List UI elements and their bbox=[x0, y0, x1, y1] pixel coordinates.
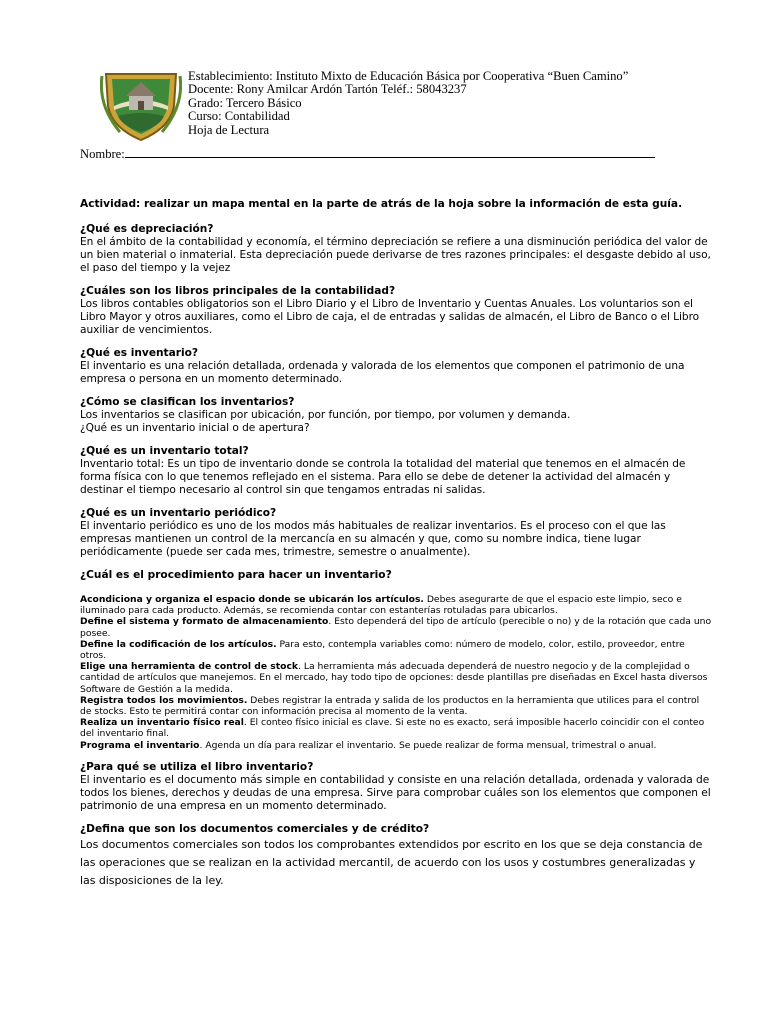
section-answer: El inventario es el documento más simple en contabilidad y consiste en una relación detallada, ordenada y valorada de todos los bienes, derechos y deudas de una empresa. Sirve para comprobar cuáles son los elementos que componen el patrimonio de una empresa en un momento determinado. bbox=[80, 773, 711, 812]
procedimiento-question: ¿Cuál es el procedimiento para hacer un inventario? bbox=[80, 569, 392, 581]
header-curso: Curso: Contabilidad bbox=[188, 109, 290, 124]
section-clasificacion bbox=[80, 396, 712, 435]
section-question: ¿Qué es inventario? bbox=[80, 347, 199, 359]
section-question: ¿Qué es depreciación? bbox=[80, 223, 214, 235]
procedimiento-step: Registra todos los movimientos. Debes registrar la entrada y salida de los productos en la herramienta que utilices para el control de stocks. Esto te permitirá contar con información precisa al momento de la venta. bbox=[80, 694, 700, 718]
nombre-label: Nombre: bbox=[80, 147, 125, 161]
section-question: ¿Qué es un inventario periódico? bbox=[80, 507, 277, 519]
section-depreciacion bbox=[80, 223, 712, 275]
nombre-blank-line bbox=[125, 147, 655, 158]
procedimiento-step: Elige una herramienta de control de stock. La herramienta más adecuada dependerá de nuestro negocio y de la complejidad o cantidad de artículos que manejemos. En el mercado, hay todo tipo de opciones: desde plantillas pre diseñadas en Excel hasta diversos Software de Gestión a la medida. bbox=[80, 661, 708, 695]
header-hoja: Hoja de Lectura bbox=[188, 122, 270, 137]
section-question: ¿Defina que son los documentos comerciales y de crédito? bbox=[80, 822, 430, 835]
procedimiento-step: Acondiciona y organiza el espacio donde se ubicarán los artículos. Debes asegurarte de que el espacio este limpio, seco e iluminado para cada producto. Además, se recomienda contar con estanterías rotuladas para ubicarlos. bbox=[80, 594, 682, 617]
section-answer: En el ámbito de la contabilidad y economía, el término depreciación se refiere a una disminución periódica del valor de un bien material o inmaterial. Esta depreciación puede derivarse de tres razones principales: el desgaste debido al uso, el paso del tiempo y la vejez bbox=[80, 236, 711, 274]
section-answer: Los documentos comerciales son todos los comprobantes extendidos por escrito en los que se deja constancia de las operaciones que se realizan en la actividad mercantil, de acuerdo con los usos y costumbres generalizadas y las disposiciones de la ley. bbox=[80, 837, 703, 887]
section-documentos-comerciales bbox=[80, 823, 712, 890]
procedimiento-step: Define el sistema y formato de almacenamiento. Esto dependerá del tipo de artículo (perecible o no) y de la rotación que cada uno posee. bbox=[80, 616, 712, 639]
section-question: ¿Cómo se clasifican los inventarios? bbox=[80, 396, 295, 408]
document-body bbox=[80, 198, 712, 900]
section-answer: Los inventarios se clasifican por ubicación, por función, por tiempo, por volumen y demanda. bbox=[80, 409, 571, 421]
procedimiento-step: Programa el inventario. Agenda un día para realizar el inventario. Se puede realizar de forma mensual, trimestral o anual. bbox=[80, 739, 657, 751]
section-question: ¿Qué es un inventario total? bbox=[80, 445, 249, 457]
section-answer: Los libros contables obligatorios son el Libro Diario y el Libro de Inventario y Cuentas Anuales. Los voluntarios son el Libro Mayor y otros auxiliares, como el Libro de caja, el de entradas y salidas de almacén, el Libro de Banco o el Libro auxiliar de vencimientos. bbox=[80, 298, 700, 336]
section-inventario-total bbox=[80, 445, 712, 497]
section-libros-principales bbox=[80, 285, 712, 337]
procedimiento-steps bbox=[80, 594, 712, 751]
section-question: ¿Para qué se utiliza el libro inventario? bbox=[80, 760, 314, 773]
section-inventario-periodico bbox=[80, 507, 712, 559]
section-inventario bbox=[80, 347, 712, 386]
section-question: ¿Cuáles son los libros principales de la contabilidad? bbox=[80, 285, 396, 297]
section-libro-inventario bbox=[80, 761, 712, 813]
section-answer: Inventario total: Es un tipo de inventario donde se controla la totalidad del material que tenemos en el almacén de forma física con lo que tenemos reflejado en el sistema. Para ello se debe de detener la actividad del almacén y destinar el tiempo necesario al control sin que tengamos entradas ni salidas. bbox=[80, 458, 686, 496]
header-grado: Grado: Tercero Básico bbox=[188, 95, 302, 110]
header-docente: Docente: Rony Amilcar Ardón Tartón Teléf.: 58043237 bbox=[188, 82, 467, 97]
document-header bbox=[188, 70, 628, 137]
section-answer: El inventario es una relación detallada, ordenada y valorada de los elementos que componen el patrimonio de una empresa o persona en un momento determinado. bbox=[80, 360, 685, 385]
header-establecimiento: Establecimiento: Instituto Mixto de Educación Básica por Cooperativa “Buen Camino” bbox=[188, 69, 629, 83]
school-crest-logo bbox=[100, 66, 182, 142]
procedimiento-step: Realiza un inventario físico real. El conteo físico inicial es clave. Si este no es exacto, será imposible hacerlo coincidir con el conteo del inventario final. bbox=[80, 717, 705, 740]
procedimiento-step: Define la codificación de los artículos. Para esto, contempla variables como: número de modelo, color, estilo, proveedor, entre otros. bbox=[80, 638, 685, 662]
section-answer-extra: ¿Qué es un inventario inicial o de apertura? bbox=[80, 422, 310, 434]
actividad-instruction: Actividad: realizar un mapa mental en la parte de atrás de la hoja sobre la información de esta guía. bbox=[80, 198, 683, 210]
section-answer: El inventario periódico es uno de los modos más habituales de realizar inventarios. Es el proceso con el que las empresas mantienen un control de la mercancía en su almacén y que, como su nombre indica, tiene lugar periódicamente (puede ser cada mes, trimestre, semestre o anualmente). bbox=[80, 520, 666, 558]
nombre-field bbox=[80, 147, 655, 162]
